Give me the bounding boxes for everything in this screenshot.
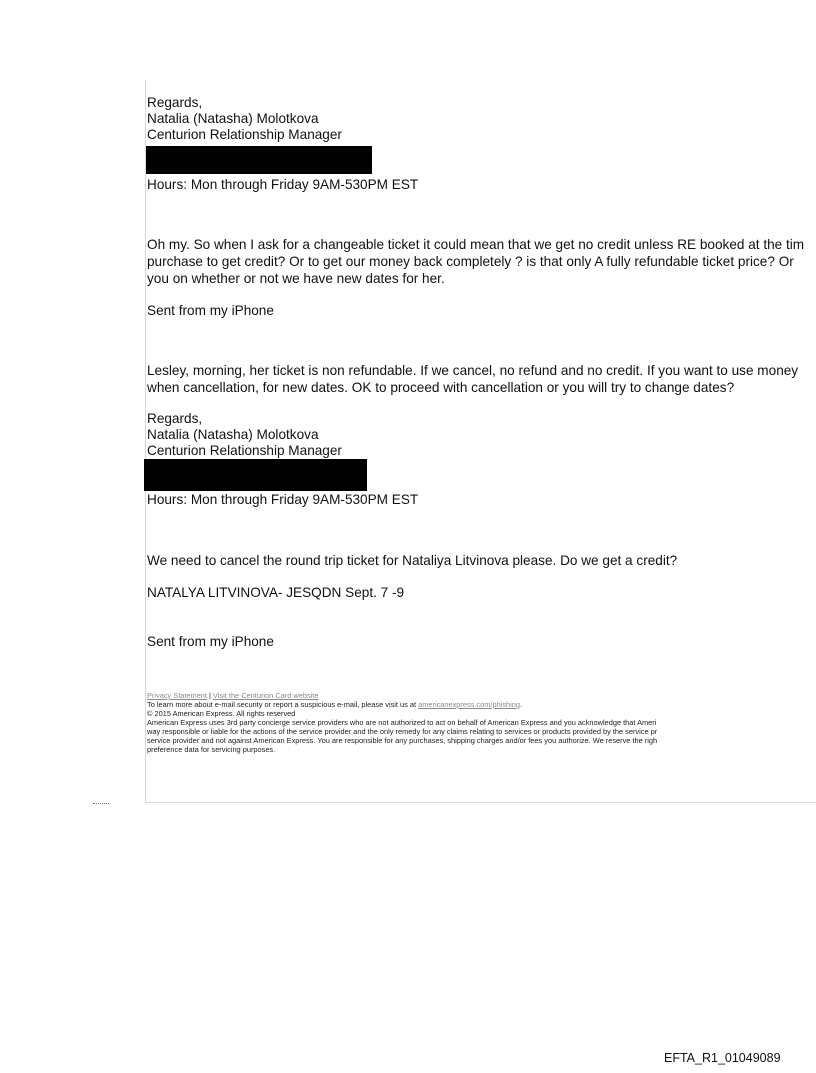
centurion-website-link[interactable]: Visit the Centurion Card website [213, 691, 319, 700]
footer-copyright: © 2015 American Express. All rights reserved [147, 709, 296, 718]
learn-more-period: . [519, 700, 523, 709]
footer-disclaimer: preference data for servicing purposes. [147, 745, 276, 754]
signature-title: Centurion Relationship Manager [147, 127, 342, 142]
footer-disclaimer: way responsible or liable for the actions of the service provider and the only remedy for any claims relating to services or products provided by the service pr [147, 727, 658, 736]
privacy-statement-link[interactable]: Privacy Statement [147, 691, 207, 700]
redaction-block [146, 146, 372, 174]
learn-more-text: To learn more about e-mail security or report a suspicious e-mail, please visit us at [147, 700, 419, 709]
signature-name: Natalia (Natasha) Molotkova [147, 427, 319, 442]
manager-line-1: Lesley, morning, her ticket is non refundable. If we cancel, no refund and no credit. If you want to use money [147, 363, 799, 378]
sent-from-iphone: Sent from my iPhone [147, 303, 274, 318]
original-line-2: NATALYA LITVINOVA- JESQDN Sept. 7 -9 [147, 585, 405, 600]
signature-regards: Regards, [147, 95, 203, 110]
signature-hours: Hours: Mon through Friday 9AM-530PM EST [147, 177, 419, 192]
document-id: EFTA_R1_01049089 [664, 1051, 781, 1065]
redaction-block [144, 459, 367, 491]
signature-title: Centurion Relationship Manager [147, 443, 342, 458]
sent-from-iphone: Sent from my iPhone [147, 634, 274, 649]
phishing-link[interactable]: americanexpress.com/phishing [418, 700, 520, 709]
reply-line-1: Oh my. So when I ask for a changeable ticket it could mean that we get no credit unless RE booked at the tim [147, 237, 805, 252]
link-separator: | [206, 691, 214, 700]
original-line-1: We need to cancel the round trip ticket for Nataliya Litvinova please. Do we get a credit? [147, 553, 678, 568]
footer-disclaimer: service provider and not against American Express. You are responsible for any purchases, shipping charges and/or fees you authorize. We reserve the righ [147, 736, 658, 745]
signature-hours: Hours: Mon through Friday 9AM-530PM EST [147, 492, 419, 507]
stray-mark [93, 803, 109, 804]
manager-line-2: when cancellation, for new dates. OK to proceed with cancellation or you will try to change dates? [147, 380, 735, 395]
reply-line-2: purchase to get credit? Or to get our money back completely ? is that only A fully refundable ticket price? Or [147, 254, 794, 269]
signature-regards: Regards, [147, 411, 203, 426]
reply-line-3: you on whether or not we have new dates for her. [147, 271, 445, 286]
signature-name: Natalia (Natasha) Molotkova [147, 111, 319, 126]
footer-disclaimer: American Express uses 3rd party concierge service providers who are not authorized to act on behalf of American Express and you acknowledge that Ameri [147, 718, 657, 727]
